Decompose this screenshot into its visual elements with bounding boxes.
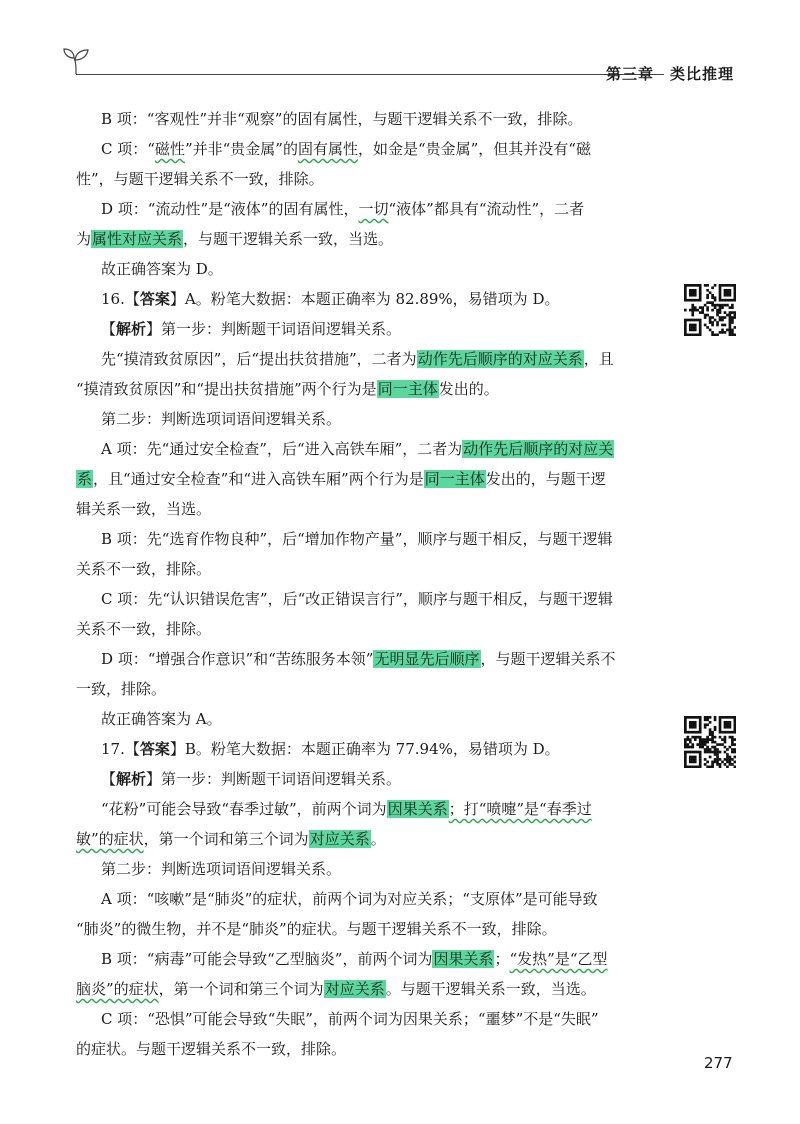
text-span: A 项：先“通过安全检查”，后“进入高铁车厢”，二者为 bbox=[101, 440, 463, 458]
sprout-leaf-icon bbox=[62, 44, 92, 76]
highlighted-phrase: 系 bbox=[77, 470, 93, 488]
text-span: 故正确答案为 D。 bbox=[101, 260, 223, 278]
text-span: A 项：“咳嗽”是“肺炎”的症状，前两个词为对应关系；“支原体”是可能导致 bbox=[101, 890, 598, 908]
highlighted-phrase: 属性对应关系 bbox=[92, 230, 183, 248]
text-line bbox=[76, 164, 656, 194]
text-span: C 项：“恐惧”可能会导致“失眠”，前两个词为因果关系；“噩梦”不是“失眠” bbox=[101, 1010, 599, 1028]
text-line bbox=[76, 284, 656, 314]
bold-label: 解析 bbox=[116, 770, 147, 788]
chapter-number: 第三章 bbox=[605, 65, 654, 83]
highlighted-phrase: 对应关系 bbox=[309, 830, 370, 848]
page-body bbox=[76, 104, 656, 1064]
highlighted-phrase: 同一主体 bbox=[424, 470, 485, 488]
chapter-heading bbox=[606, 63, 734, 84]
text-line bbox=[76, 254, 656, 284]
text-line bbox=[76, 404, 656, 434]
text-span: 】第一步：判断题干词语间逻辑关系。 bbox=[146, 770, 402, 788]
text-line bbox=[76, 224, 656, 254]
text-line bbox=[76, 824, 656, 854]
text-line bbox=[76, 854, 656, 884]
text-span: 的症状。与题干逻辑关系不一致，排除。 bbox=[76, 1040, 347, 1058]
text-line bbox=[76, 764, 656, 794]
chapter-title: 类比推理 bbox=[669, 65, 734, 83]
underlined-phrase: 一切 bbox=[358, 200, 389, 218]
text-span: 。 bbox=[370, 830, 386, 848]
underlined-phrase: 固有属性 bbox=[297, 140, 358, 158]
text-line bbox=[76, 794, 656, 824]
text-span: 关系不一致，排除。 bbox=[76, 620, 212, 638]
highlighted-phrase: 同一主体 bbox=[377, 380, 438, 398]
text-span: ，第一个词和第三个词为 bbox=[158, 980, 324, 998]
text-span: B 项：“客观性”并非“观察”的固有属性，与题干逻辑关系不一致，排除。 bbox=[101, 110, 583, 128]
text-span: 发出的。 bbox=[438, 380, 499, 398]
text-line bbox=[76, 434, 656, 464]
text-span: 性”，与题干逻辑关系不一致，排除。 bbox=[76, 170, 324, 188]
underlined-phrase: 磁性 bbox=[154, 140, 185, 158]
highlighted-phrase: 因果关系 bbox=[433, 950, 494, 968]
underlined-phrase: 脑炎”的症状 bbox=[76, 980, 159, 998]
text-line bbox=[76, 614, 656, 644]
text-span: “花粉”可能会导致“春季过敏”，前两个词为 bbox=[101, 800, 387, 818]
text-span: 发出的，与题干逻 bbox=[485, 470, 606, 488]
text-span: ，第一个词和第三个词为 bbox=[143, 830, 309, 848]
text-line bbox=[76, 974, 656, 1004]
bold-label: 答案 bbox=[139, 290, 170, 308]
bold-label: 解析 bbox=[116, 320, 147, 338]
text-span: D 项：“流动性”是“液体”的固有属性， bbox=[101, 200, 359, 218]
highlighted-phrase: 动作先后顺序的对应关 bbox=[463, 440, 614, 458]
page-header bbox=[62, 44, 742, 84]
highlighted-phrase: 因果关系 bbox=[387, 800, 448, 818]
text-span: 】A。粉笔大数据：本题正确率为 82.89%，易错项为 D。 bbox=[169, 290, 560, 308]
text-span: B 项：先“选育作物良种”，后“增加作物产量”，顺序与题干相反，与题干逻辑 bbox=[101, 530, 613, 548]
highlighted-phrase: 动作先后顺序的对应关系 bbox=[417, 350, 583, 368]
text-span: 】B。粉笔大数据：本题正确率为 77.94%，易错项为 D。 bbox=[169, 740, 560, 758]
text-line bbox=[76, 524, 656, 554]
text-span: 。与题干逻辑关系一致，当选。 bbox=[385, 980, 596, 998]
text-line bbox=[76, 554, 656, 584]
text-line bbox=[76, 104, 656, 134]
text-span: 一致，排除。 bbox=[76, 680, 167, 698]
highlighted-phrase: 对应关系 bbox=[324, 980, 385, 998]
text-span: C 项：“ bbox=[101, 140, 155, 158]
bold-label: 答案 bbox=[139, 740, 170, 758]
header-rule bbox=[76, 74, 664, 75]
text-span: 先“摸清致贫原因”，后“提出扶贫措施”，二者为 bbox=[101, 350, 417, 368]
text-span: C 项：先“认识错误危害”，后“改正错误言行”，顺序与题干相反，与题干逻辑 bbox=[101, 590, 613, 608]
text-line bbox=[76, 494, 656, 524]
text-line bbox=[76, 134, 656, 164]
text-line bbox=[76, 464, 656, 494]
text-line bbox=[76, 674, 656, 704]
text-line bbox=[76, 704, 656, 734]
underlined-phrase: “发热”是“乙型 bbox=[509, 950, 608, 968]
text-span: “肺炎”的微生物，并不是“肺炎”的症状。与题干逻辑关系不一致，排除。 bbox=[76, 920, 557, 938]
text-span: 16.【 bbox=[101, 290, 140, 308]
text-span: 辑关系一致，当选。 bbox=[76, 500, 212, 518]
text-span: ，如金是“贵金属”，但其并没有“磁 bbox=[357, 140, 591, 158]
text-line bbox=[76, 734, 656, 764]
text-span: 】第一步：判断题干词语间逻辑关系。 bbox=[146, 320, 402, 338]
text-line bbox=[76, 914, 656, 944]
qr-code-icon[interactable] bbox=[684, 716, 736, 768]
text-span: 关系不一致，排除。 bbox=[76, 560, 212, 578]
text-span: 【 bbox=[101, 320, 117, 338]
underlined-phrase: 敏”的症状 bbox=[76, 830, 144, 848]
text-line bbox=[76, 584, 656, 614]
text-span: ，与题干逻辑关系一致，当选。 bbox=[183, 230, 394, 248]
text-span: ，且“通过安全检查”和“进入高铁车厢”两个行为是 bbox=[93, 470, 424, 488]
text-line bbox=[76, 1034, 656, 1064]
text-line bbox=[76, 344, 656, 374]
text-line bbox=[76, 1004, 656, 1034]
text-span: ； bbox=[494, 950, 510, 968]
text-line bbox=[76, 944, 656, 974]
text-span: “液体”都具有“流动性”，二者 bbox=[388, 200, 585, 218]
text-line bbox=[76, 314, 656, 344]
text-span: 故正确答案为 A。 bbox=[101, 710, 222, 728]
text-line bbox=[76, 644, 656, 674]
text-span: 【 bbox=[101, 770, 117, 788]
highlighted-phrase: 无明显先后顺序 bbox=[374, 650, 480, 668]
text-span: ，与题干逻辑关系不 bbox=[480, 650, 616, 668]
underlined-phrase: ；打“喷嚏”是“春季过 bbox=[448, 800, 592, 818]
page-number: 277 bbox=[704, 1054, 733, 1072]
text-span: “摸清致贫原因”和“提出扶贫措施”两个行为是 bbox=[76, 380, 377, 398]
text-span: 17.【 bbox=[101, 740, 140, 758]
text-span: ，且 bbox=[583, 350, 614, 368]
text-span: 为 bbox=[76, 230, 92, 248]
qr-code-icon[interactable] bbox=[684, 284, 736, 336]
text-line bbox=[76, 374, 656, 404]
text-line bbox=[76, 884, 656, 914]
text-span: 第二步：判断选项词语间逻辑关系。 bbox=[101, 860, 342, 878]
text-span: B 项：“病毒”可能会导致“乙型脑炎”，前两个词为 bbox=[101, 950, 433, 968]
text-span: ”并非“贵金属”的 bbox=[184, 140, 298, 158]
text-span: 第二步：判断选项词语间逻辑关系。 bbox=[101, 410, 342, 428]
text-line bbox=[76, 194, 656, 224]
text-span: D 项：“增强合作意识”和“苦练服务本领” bbox=[101, 650, 374, 668]
